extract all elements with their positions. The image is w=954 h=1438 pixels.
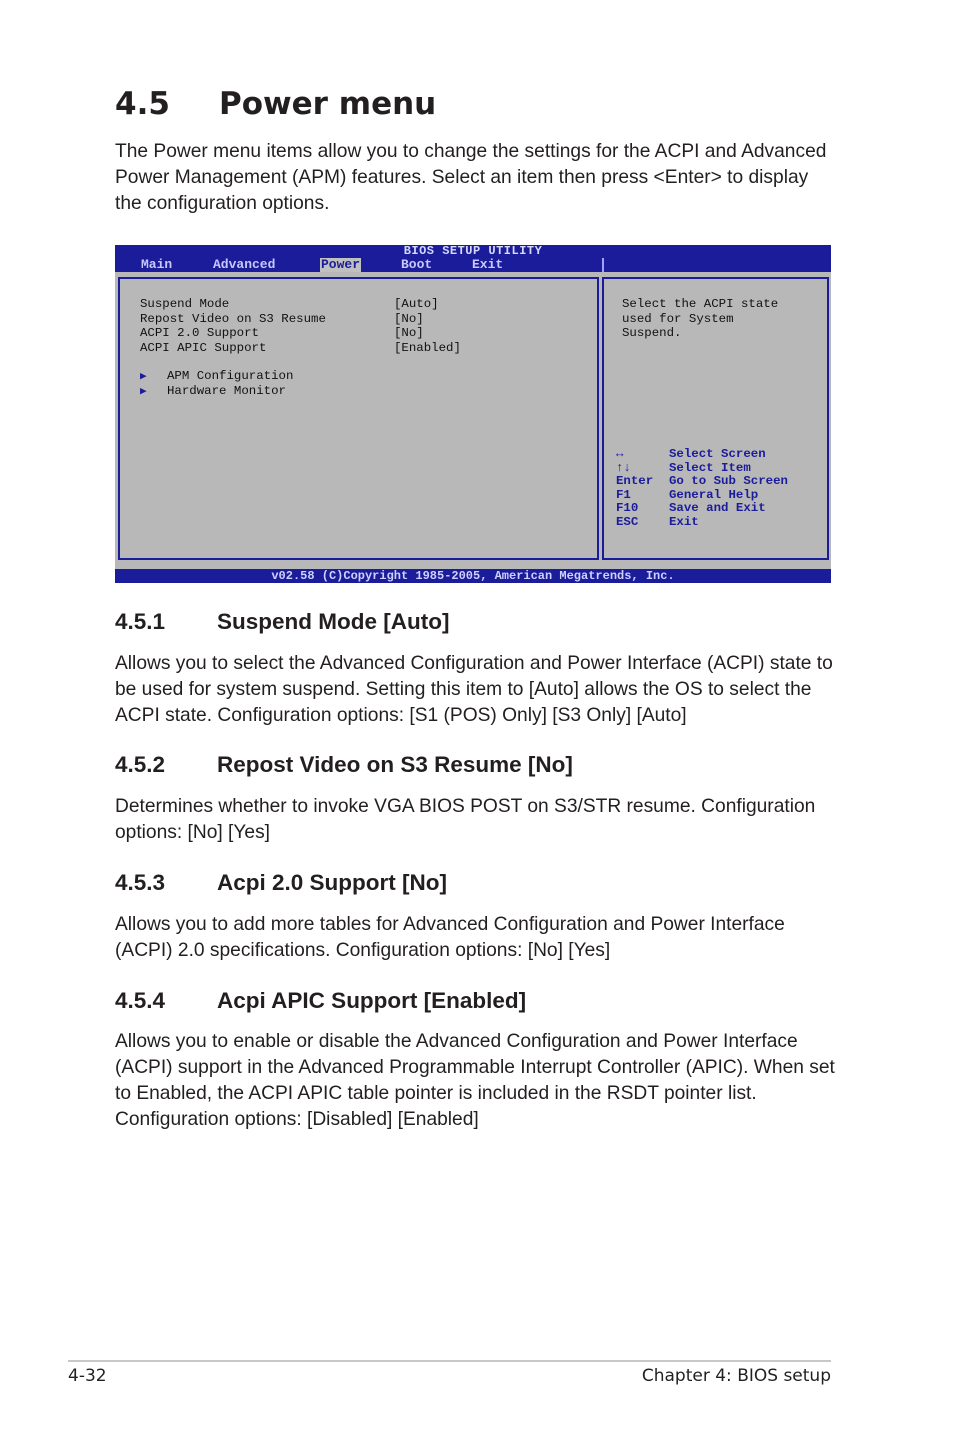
key-name: Enter bbox=[616, 474, 654, 488]
key-row bbox=[616, 489, 788, 503]
section-number: 4.5 bbox=[115, 86, 170, 122]
key-action: Select Screen bbox=[669, 447, 766, 461]
section-heading-acpi-apic bbox=[115, 988, 526, 1014]
key-name: ↑↓ bbox=[616, 460, 631, 475]
key-name: F1 bbox=[616, 487, 631, 502]
key-action: General Help bbox=[669, 487, 759, 502]
key-action: Go to Sub Screen bbox=[669, 474, 788, 488]
submenu-label: APM Configuration bbox=[167, 369, 294, 383]
key-name: F10 bbox=[616, 501, 639, 515]
bios-title: BIOS SETUP UTILITY bbox=[403, 244, 543, 258]
key-row bbox=[616, 448, 788, 462]
key-row bbox=[616, 462, 788, 476]
key-legend bbox=[616, 448, 788, 529]
section-number: 4.5.3 bbox=[115, 870, 166, 895]
tab-main[interactable]: Main bbox=[141, 257, 173, 272]
submenu-hardware-monitor[interactable] bbox=[140, 384, 286, 400]
section-title: Repost Video on S3 Resume [No] bbox=[217, 752, 573, 777]
help-text: Select the ACPI state used for System Suspend. bbox=[622, 297, 779, 340]
key-action: Exit bbox=[669, 514, 699, 529]
setting-acpi20-value[interactable]: [No] bbox=[394, 326, 424, 340]
setting-suspend-mode-label[interactable]: Suspend Mode bbox=[140, 297, 230, 311]
intro-paragraph: The Power menu items allow you to change the settings for the ACPI and Advanced Power Management (APM) features. Select an item then press <Enter> to display the configuration options. bbox=[115, 141, 827, 214]
page-title bbox=[115, 86, 436, 122]
submenu-apm-configuration[interactable] bbox=[140, 369, 293, 385]
key-row bbox=[616, 516, 788, 530]
section-number: 4.5.4 bbox=[115, 988, 166, 1013]
key-name: ↔ bbox=[616, 447, 624, 461]
section-title: Acpi APIC Support [Enabled] bbox=[217, 988, 527, 1013]
key-action: Save and Exit bbox=[669, 501, 766, 515]
section-heading-acpi20 bbox=[115, 870, 447, 896]
section-number: 4.5.1 bbox=[115, 609, 166, 634]
bios-screen bbox=[115, 245, 831, 583]
tab-exit[interactable]: Exit bbox=[472, 257, 504, 272]
bios-top-bar bbox=[115, 245, 831, 272]
page-number: 4-32 bbox=[68, 1366, 107, 1386]
section-title: Acpi 2.0 Support [No] bbox=[217, 870, 447, 895]
setting-acpi20-label[interactable]: ACPI 2.0 Support bbox=[140, 326, 259, 340]
section-number: 4.5.2 bbox=[115, 752, 166, 777]
section-body-acpi20: Allows you to add more tables for Advanced Configuration and Power Interface (ACPI) 2.0 specifications. Configuration options: [No] [Yes] bbox=[115, 914, 785, 961]
bios-settings-panel bbox=[118, 277, 599, 560]
tab-advanced[interactable]: Advanced bbox=[213, 257, 276, 272]
setting-suspend-mode-value[interactable]: [Auto] bbox=[394, 297, 439, 311]
triangle-right-icon: ▶ bbox=[140, 386, 147, 398]
setting-repost-video-label[interactable]: Repost Video on S3 Resume bbox=[140, 312, 326, 326]
submenu-label: Hardware Monitor bbox=[167, 384, 286, 398]
section-heading-repost-video bbox=[115, 752, 573, 778]
tab-boot[interactable]: Boot bbox=[401, 257, 433, 272]
section-title: Suspend Mode [Auto] bbox=[217, 609, 450, 634]
setting-repost-video-value[interactable]: [No] bbox=[394, 312, 424, 326]
tab-power[interactable]: Power bbox=[321, 257, 361, 272]
setting-acpi-apic-value[interactable]: [Enabled] bbox=[394, 341, 461, 355]
bios-help-panel bbox=[602, 277, 829, 560]
bios-copyright-bar: v02.58 (C)Copyright 1985-2005, American Megatrends, Inc. bbox=[115, 569, 831, 583]
chapter-label: Chapter 4: BIOS setup bbox=[641, 1366, 831, 1386]
footer-divider bbox=[68, 1360, 831, 1362]
section-body-suspend-mode: Allows you to select the Advanced Configuration and Power Interface (ACPI) state to be used for system suspend. Setting this item to [Auto] allows the OS to select the ACPI state. Configuration options: [S1 (POS) Only] [S3 Only] [Auto] bbox=[115, 653, 833, 726]
setting-acpi-apic-label[interactable]: ACPI APIC Support bbox=[140, 341, 267, 355]
triangle-right-icon: ▶ bbox=[140, 371, 147, 383]
section-body-repost-video: Determines whether to invoke VGA BIOS POST on S3/STR resume. Configuration options: [No] [Yes] bbox=[115, 796, 816, 843]
section-heading-suspend-mode bbox=[115, 609, 449, 635]
key-name: ESC bbox=[616, 514, 639, 529]
key-row bbox=[616, 502, 788, 516]
section-body-acpi-apic: Allows you to enable or disable the Advanced Configuration and Power Interface (ACPI) support in the Advanced Programmable Interrupt Controller (APIC). When set to Enabled, the ACPI APIC table pointer is included in the RSDT pointer list. Configuration options: [Disabled] [Enabled] bbox=[115, 1031, 835, 1130]
bios-panel-divider bbox=[602, 258, 604, 272]
section-title: Power menu bbox=[219, 86, 437, 122]
key-action: Select Item bbox=[669, 460, 751, 475]
key-row bbox=[616, 475, 788, 489]
